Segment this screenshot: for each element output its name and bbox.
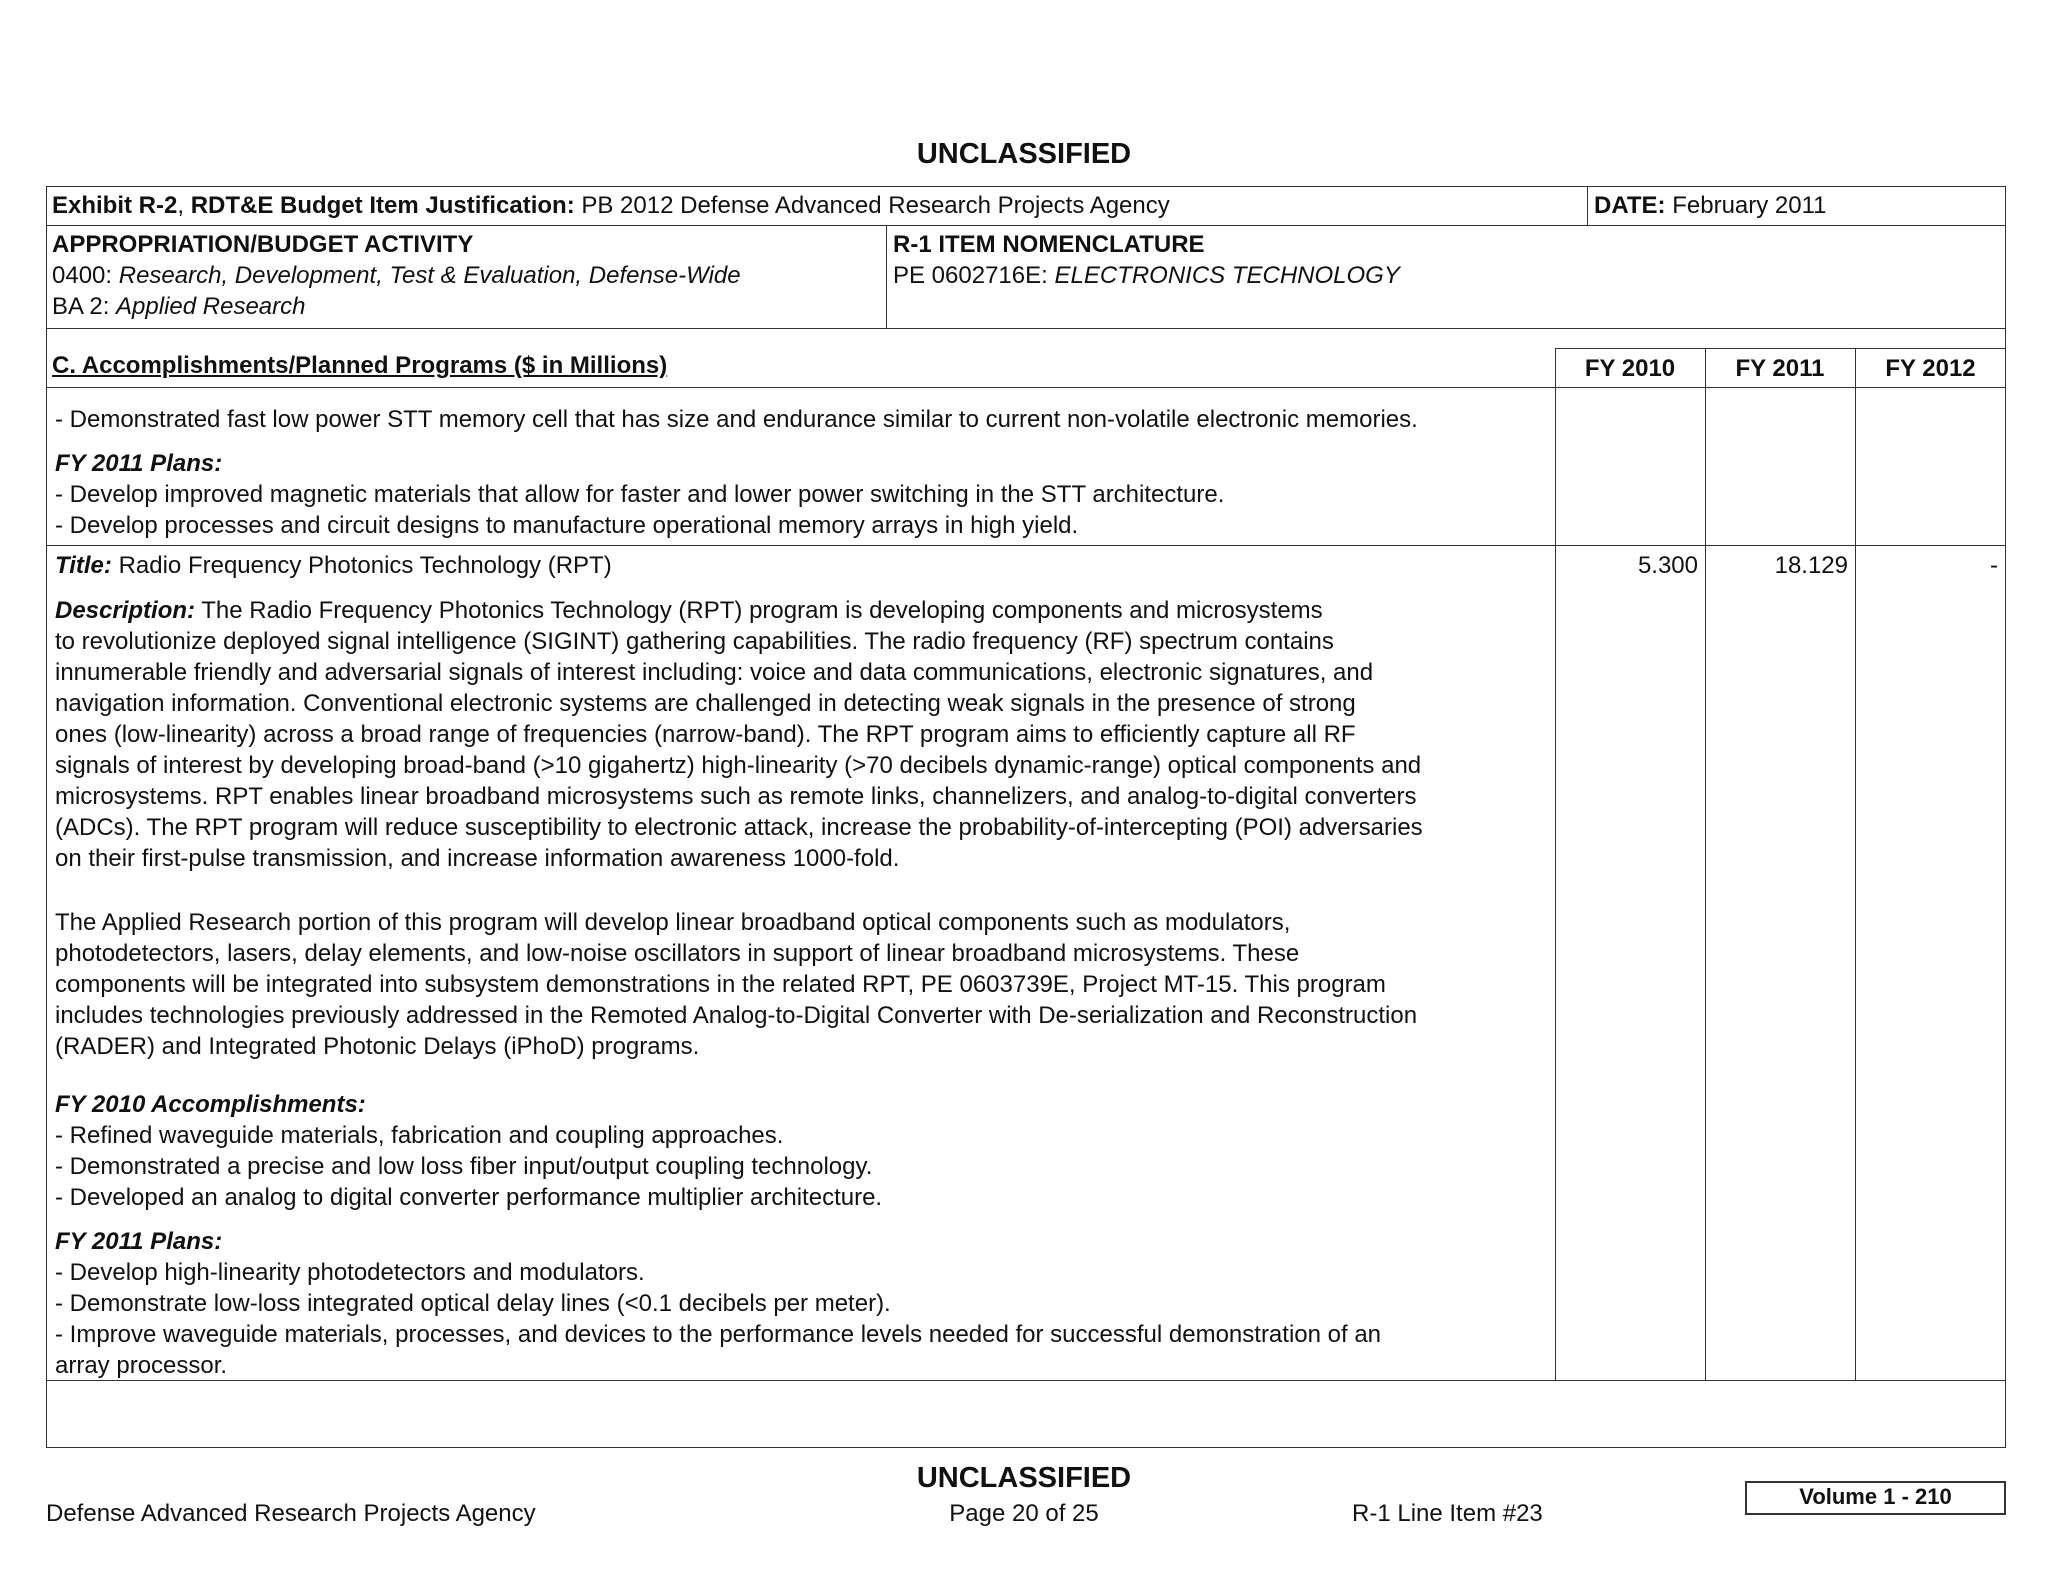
r1-line xyxy=(893,260,1400,291)
exhibit-header xyxy=(52,190,1170,221)
column-fy2012: FY 2012 xyxy=(1885,355,1976,382)
column-fy2010: FY 2010 xyxy=(1584,355,1676,382)
continued-line: - Demonstrated fast low power STT memory cell that has size and endurance similar to current non-volatile electronic memories. xyxy=(55,406,1418,433)
appropriation-label: APPROPRIATION/BUDGET ACTIVITY xyxy=(52,231,474,258)
appropriation-block xyxy=(52,229,741,322)
table-bottom-line xyxy=(46,1380,2006,1381)
rpt-desc-line: microsystems. RPT enables linear broadband microsystems such as remote links, channelizers, and analog-to-digital converters xyxy=(55,783,1417,810)
ba-name: Applied Research xyxy=(116,293,306,320)
classification-bottom: UNCLASSIFIED xyxy=(916,1462,1132,1494)
block-divider xyxy=(46,545,2006,546)
rpt-desc-label: Description: xyxy=(55,597,196,624)
rpt-plans-line: array processor. xyxy=(55,1352,228,1379)
rpt-acc-line: - Demonstrated a precise and low loss fiber input/output coupling technology. xyxy=(55,1153,873,1180)
rpt-title xyxy=(55,550,612,581)
continued-plan-2: - Develop processes and circuit designs to manufacture operational memory arrays in high yield. xyxy=(55,512,1079,539)
appropriation-code: 0400: xyxy=(52,262,119,289)
ba-code: BA 2: xyxy=(52,293,117,320)
column-line-2 xyxy=(1705,348,1706,1380)
column-header-top xyxy=(1555,348,2006,349)
exhibit-value: PB 2012 Defense Advanced Research Projects Agency xyxy=(581,192,1170,219)
rpt-desc-line xyxy=(55,595,1423,626)
continued-plans-heading: FY 2011 Plans: xyxy=(55,450,223,477)
column-line-3 xyxy=(1855,348,1856,1380)
rpt-acc-line: - Refined waveguide materials, fabrication and coupling approaches. xyxy=(55,1122,784,1149)
rpt-para2-line: photodetectors, lasers, delay elements, and low-noise oscillators in support of linear broadband microsystems. These xyxy=(55,940,1300,967)
date-field xyxy=(1594,190,1827,221)
r1-code: PE 0602716E: xyxy=(893,262,1055,289)
r1-name: ELECTRONICS TECHNOLOGY xyxy=(1054,262,1400,289)
rpt-desc-line: signals of interest by developing broad-band (>10 gigahertz) high-linearity (>70 decibels dynamic-range) optical components and xyxy=(55,752,1422,779)
exhibit-title: RDT&E Budget Item Justification: xyxy=(190,192,575,219)
rpt-value-fy2011: 18.129 xyxy=(1774,552,1848,579)
appropriation-line xyxy=(52,260,741,291)
rpt-desc-line: innumerable friendly and adversarial signals of interest including: voice and data communications, electronic signatures, and xyxy=(55,659,1374,686)
classification-top: UNCLASSIFIED xyxy=(916,138,1132,170)
footer-page: Page 20 of 25 xyxy=(949,1500,1099,1527)
footer-agency: Defense Advanced Research Projects Agency xyxy=(46,1500,536,1527)
section-divider xyxy=(46,387,2006,388)
appropriation-name: Research, Development, Test & Evaluation, Defense-Wide xyxy=(118,262,741,289)
rpt-para2-line: components will be integrated into subsystem demonstrations in the related RPT, PE 0603739E, Project MT-15. This program xyxy=(55,971,1386,998)
rpt-value-fy2010: 5.300 xyxy=(1637,552,1698,579)
column-fy2011: FY 2011 xyxy=(1735,355,1825,382)
rpt-acc-heading: FY 2010 Accomplishments: xyxy=(55,1091,366,1118)
rpt-para2-line: includes technologies previously addressed in the Remoted Analog-to-Digital Converter with De-serialization and Reconstruction xyxy=(55,1002,1418,1029)
rpt-acc-line: - Developed an analog to digital converter performance multiplier architecture. xyxy=(55,1184,883,1211)
rpt-plans-line: - Demonstrate low-loss integrated optical delay lines (<0.1 decibels per meter). xyxy=(55,1290,891,1317)
rpt-value-fy2012: - xyxy=(1990,552,1998,579)
rpt-desc-line: to revolutionize deployed signal intelligence (SIGINT) gathering capabilities. The radio frequency (RF) spectrum contains xyxy=(55,628,1334,655)
rpt-description xyxy=(55,595,1423,874)
exhibit-label: Exhibit R-2 xyxy=(52,192,178,219)
r1-label: R-1 ITEM NOMENCLATURE xyxy=(893,231,1205,258)
continued-plan-1: - Develop improved magnetic materials that allow for faster and lower power switching in the STT architecture. xyxy=(55,481,1225,508)
nomenclature-divider xyxy=(886,225,887,328)
date-label: DATE: xyxy=(1594,192,1666,219)
footer-line-item: R-1 Line Item #23 xyxy=(1352,1500,1543,1527)
rpt-para2-line: The Applied Research portion of this program will develop linear broadband optical components such as modulators, xyxy=(55,909,1291,936)
rpt-desc-line: on their first-pulse transmission, and increase information awareness 1000-fold. xyxy=(55,845,900,872)
rpt-plans-heading: FY 2011 Plans: xyxy=(55,1228,223,1255)
rpt-desc-text: The Radio Frequency Photonics Technology (RPT) program is developing components and microsystems xyxy=(195,597,1323,624)
date-divider xyxy=(1587,186,1588,226)
rpt-plans-line: - Improve waveguide materials, processes, and devices to the performance levels needed for successful demonstration of an xyxy=(55,1321,1382,1348)
r1-block xyxy=(893,229,1400,291)
rpt-para2-line: (RADER) and Integrated Photonic Delays (iPhoD) programs. xyxy=(55,1033,700,1060)
rpt-desc-line: (ADCs). The RPT program will reduce susceptibility to electronic attack, increase the probability-of-intercepting (POI) adversaries xyxy=(55,814,1423,841)
rpt-applied-research xyxy=(55,907,1417,1062)
rpt-title-label: Title: xyxy=(55,552,112,579)
rpt-plans-line: - Develop high-linearity photodetectors and modulators. xyxy=(55,1259,645,1286)
column-line-1 xyxy=(1555,348,1556,1380)
header-divider-2 xyxy=(46,328,2006,329)
exhibit-sep: , xyxy=(177,192,191,219)
ba-line xyxy=(52,291,741,322)
footer-volume: Volume 1 - 210 xyxy=(1745,1481,2006,1515)
rpt-desc-line: navigation information. Conventional electronic systems are challenged in detecting weak signals in the presence of strong xyxy=(55,690,1356,717)
rpt-accomplishments xyxy=(55,1089,882,1213)
rpt-desc-line: ones (low-linearity) across a broad range of frequencies (narrow-band). The RPT program aims to efficiently capture all RF xyxy=(55,721,1356,748)
rpt-plans xyxy=(55,1226,1381,1381)
section-title: C. Accomplishments/Planned Programs ($ in Millions) xyxy=(52,352,668,379)
header-divider-1 xyxy=(46,225,2006,226)
date-value: February 2011 xyxy=(1672,192,1827,219)
rpt-title-value: Radio Frequency Photonics Technology (RPT) xyxy=(111,552,612,579)
